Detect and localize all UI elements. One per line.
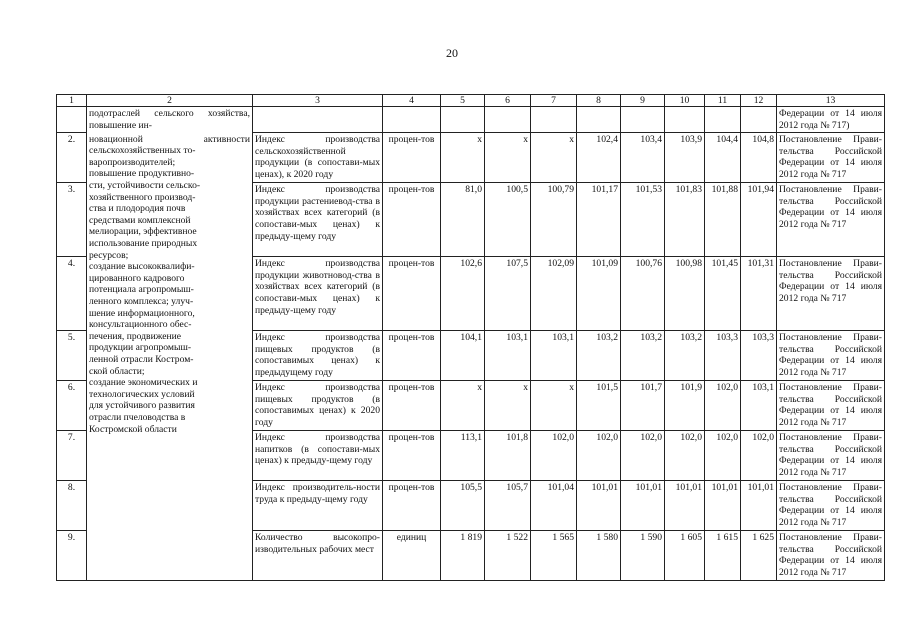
row-number: 6. (57, 381, 87, 431)
source-cell: Постановление Прави-тельства Российской Федерации от 14 июля 2012 года № 717 (777, 431, 885, 481)
column-number-header: 3 (253, 95, 383, 107)
goal-cell: новационной активности сельскохозяйственных то- варопроизводителей; повышение продуктивно- сти, устойчивости сельско- хозяйственного производ- ства и плодородия почв средствами комплексной мелиорации, эффективное использование природных ресурсов; создание высококвалифи- цированного кадрового потенциала агропромыш- ленного комплекса; улуч- шение информационного, консультационного обес- печения, продвижение продукции агропромыш- ленной отрасли Костром- ской области; создание экономических и технологических условий для устойчивого развития отрасли пчеловодства в Костромской области (87, 133, 253, 581)
value-cell: 1 615 (705, 531, 741, 581)
value-cell: 103,1 (741, 381, 777, 431)
column-number-header: 1 (57, 95, 87, 107)
value-cell: 102,0 (741, 431, 777, 481)
source-cell: Постановление Прави-тельства Российской Федерации от 14 июля 2012 года № 717 (777, 331, 885, 381)
value-cell: 101,9 (665, 381, 705, 431)
empty-cell (621, 107, 665, 133)
value-cell: 100,5 (485, 183, 531, 257)
unit-cell: процен-тов (383, 431, 441, 481)
value-cell: 1 522 (485, 531, 531, 581)
column-number-header: 5 (441, 95, 485, 107)
source-cell: Федерации от 14 июля 2012 года № 717) (777, 107, 885, 133)
value-cell: 1 605 (665, 531, 705, 581)
value-cell: 105,5 (441, 481, 485, 531)
unit-cell: процен-тов (383, 257, 441, 331)
source-cell: Постановление Прави-тельства Российской Федерации от 14 июля 2012 года № 717 (777, 531, 885, 581)
value-cell: 102,0 (577, 431, 621, 481)
value-cell: 1 590 (621, 531, 665, 581)
row-number: 4. (57, 257, 87, 331)
value-cell: 1 580 (577, 531, 621, 581)
value-cell: 101,45 (705, 257, 741, 331)
value-cell: 101,01 (705, 481, 741, 531)
value-cell: 103,9 (665, 133, 705, 183)
row-number: 7. (57, 431, 87, 481)
value-cell: 102,6 (441, 257, 485, 331)
row-number: 9. (57, 531, 87, 581)
value-cell: 104,1 (441, 331, 485, 381)
table-row (57, 133, 885, 183)
continuation-row (57, 107, 885, 133)
value-cell: 101,7 (621, 381, 665, 431)
value-cell: x (485, 133, 531, 183)
value-cell: 103,3 (705, 331, 741, 381)
row-number: 5. (57, 331, 87, 381)
value-cell: 100,76 (621, 257, 665, 331)
source-cell: Постановление Прави-тельства Российской Федерации от 14 июля 2012 года № 717 (777, 183, 885, 257)
goal-cell: подотраслей сельского хозяйства, повышение ин- (87, 107, 253, 133)
value-cell: 101,31 (741, 257, 777, 331)
value-cell: 101,83 (665, 183, 705, 257)
value-cell: 101,5 (577, 381, 621, 431)
value-cell: 101,53 (621, 183, 665, 257)
num-cell (57, 107, 87, 133)
source-cell: Постановление Прави-тельства Российской Федерации от 14 июля 2012 года № 717 (777, 481, 885, 531)
empty-cell (485, 107, 531, 133)
value-cell: 1 625 (741, 531, 777, 581)
indicator-cell: Индекс производитель-ности труда к предыду-щему году (253, 481, 383, 531)
indicator-cell: Индекс производства сельскохозяйственной продукции (в сопостави-мых ценах), к 2020 году (253, 133, 383, 183)
row-number: 2. (57, 133, 87, 183)
value-cell: 101,01 (665, 481, 705, 531)
indicator-cell: Индекс производства пищевых продуктов (в сопоставимых ценах) к предыдущему году (253, 331, 383, 381)
value-cell: 101,04 (531, 481, 577, 531)
source-cell: Постановление Прави-тельства Российской Федерации от 14 июля 2012 года № 717 (777, 257, 885, 331)
value-cell: 101,01 (741, 481, 777, 531)
value-cell: 102,09 (531, 257, 577, 331)
value-cell: 100,98 (665, 257, 705, 331)
column-number-header: 13 (777, 95, 885, 107)
unit-cell: процен-тов (383, 481, 441, 531)
column-number-row (57, 95, 885, 107)
row-number: 3. (57, 183, 87, 257)
value-cell: x (531, 133, 577, 183)
empty-cell (253, 107, 383, 133)
value-cell: 107,5 (485, 257, 531, 331)
value-cell: 102,0 (705, 431, 741, 481)
source-cell: Постановление Прави-тельства Российской Федерации от 14 июля 2012 года № 717 (777, 381, 885, 431)
value-cell: x (485, 381, 531, 431)
empty-cell (665, 107, 705, 133)
value-cell: 101,09 (577, 257, 621, 331)
value-cell: x (441, 133, 485, 183)
column-number-header: 7 (531, 95, 577, 107)
value-cell: 1 819 (441, 531, 485, 581)
unit-cell: процен-тов (383, 381, 441, 431)
value-cell: 102,4 (577, 133, 621, 183)
indicators-table (56, 94, 885, 581)
empty-cell (531, 107, 577, 133)
value-cell: 104,8 (741, 133, 777, 183)
column-number-header: 8 (577, 95, 621, 107)
row-number: 8. (57, 481, 87, 531)
column-number-header: 6 (485, 95, 531, 107)
value-cell: 101,94 (741, 183, 777, 257)
value-cell: 105,7 (485, 481, 531, 531)
value-cell: 81,0 (441, 183, 485, 257)
column-number-header: 11 (705, 95, 741, 107)
value-cell: x (531, 381, 577, 431)
empty-cell (741, 107, 777, 133)
unit-cell: процен-тов (383, 331, 441, 381)
indicator-cell: Количество высокопро-изводительных рабочих мест (253, 531, 383, 581)
value-cell: x (441, 381, 485, 431)
value-cell: 103,3 (741, 331, 777, 381)
value-cell: 102,0 (665, 431, 705, 481)
empty-cell (441, 107, 485, 133)
value-cell: 103,2 (621, 331, 665, 381)
empty-cell (383, 107, 441, 133)
column-number-header: 12 (741, 95, 777, 107)
column-number-header: 2 (87, 95, 253, 107)
column-number-header: 10 (665, 95, 705, 107)
value-cell: 101,01 (577, 481, 621, 531)
unit-cell: процен-тов (383, 133, 441, 183)
value-cell: 1 565 (531, 531, 577, 581)
value-cell: 101,17 (577, 183, 621, 257)
value-cell: 100,79 (531, 183, 577, 257)
source-cell: Постановление Прави-тельства Российской Федерации от 14 июля 2012 года № 717 (777, 133, 885, 183)
empty-cell (577, 107, 621, 133)
value-cell: 104,4 (705, 133, 741, 183)
value-cell: 113,1 (441, 431, 485, 481)
column-number-header: 9 (621, 95, 665, 107)
value-cell: 102,0 (621, 431, 665, 481)
value-cell: 103,2 (665, 331, 705, 381)
value-cell: 101,8 (485, 431, 531, 481)
page-number: 20 (446, 46, 458, 60)
unit-cell: процен-тов (383, 183, 441, 257)
unit-cell: единиц (383, 531, 441, 581)
indicator-cell: Индекс производства пищевых продуктов (в сопоставимых ценах) к 2020 году (253, 381, 383, 431)
value-cell: 101,88 (705, 183, 741, 257)
value-cell: 103,4 (621, 133, 665, 183)
indicator-cell: Индекс производства продукции растениевод-ства в хозяйствах всех категорий (в сопостави-мых ценах) к предыду-щему году (253, 183, 383, 257)
value-cell: 103,1 (531, 331, 577, 381)
indicator-cell: Индекс производства продукции животновод-ства в хозяйствах всех категорий (в сопостави-мых ценах) к предыду-щему году (253, 257, 383, 331)
indicator-cell: Индекс производства напитков (в сопостави-мых ценах) к предыду-щему году (253, 431, 383, 481)
value-cell: 103,1 (485, 331, 531, 381)
value-cell: 101,01 (621, 481, 665, 531)
value-cell: 102,0 (705, 381, 741, 431)
empty-cell (705, 107, 741, 133)
column-number-header: 4 (383, 95, 441, 107)
value-cell: 102,0 (531, 431, 577, 481)
value-cell: 103,2 (577, 331, 621, 381)
